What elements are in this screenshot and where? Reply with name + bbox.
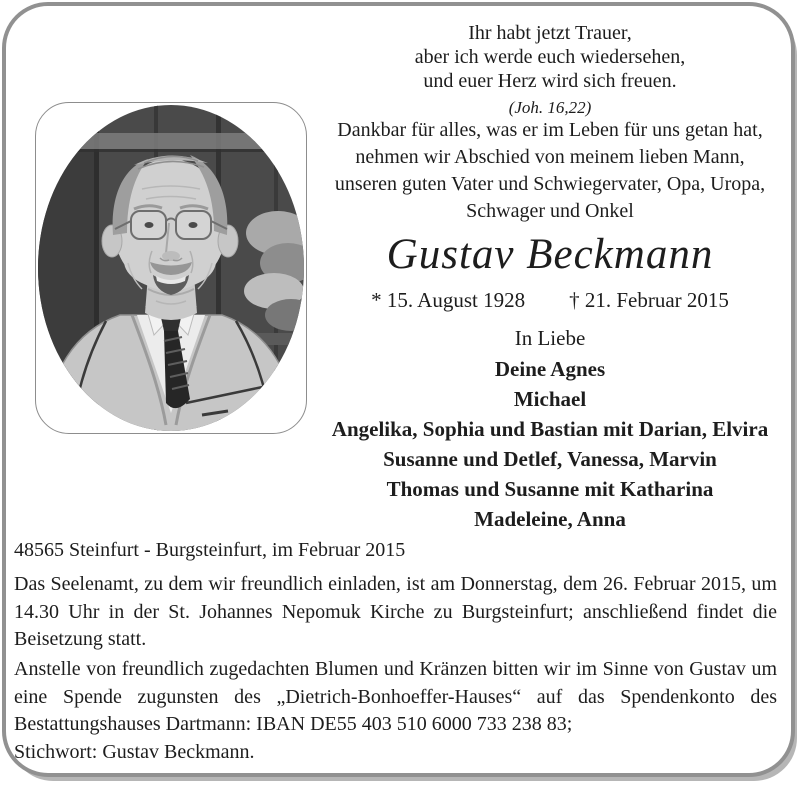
scripture-quote	[302, 21, 798, 120]
service-line: 14.30 Uhr in der St. Johannes Nepomuk Kirche zu Burgsteinfurt; anschließend findet die	[14, 600, 777, 623]
farewell-line: nehmen wir Abschied von meinem lieben Mann,	[355, 146, 745, 168]
farewell-line: Schwager und Onkel	[466, 200, 634, 222]
deceased-name: Gustav Beckmann	[386, 231, 714, 278]
farewell-text	[295, 117, 800, 225]
mourner-line: Susanne und Detlef, Vanessa, Marvin	[383, 447, 717, 471]
mourner-line: Thomas und Susanne mit Katharina	[386, 477, 714, 501]
death-date: † 21. Februar 2015	[569, 288, 729, 312]
portrait-illustration	[36, 103, 306, 433]
service-line: Beisetzung statt.	[14, 628, 147, 650]
mourners-intro: In Liebe	[514, 326, 586, 350]
birth-date: * 15. August 1928	[371, 288, 526, 312]
mourner-line: Madeleine, Anna	[474, 507, 626, 531]
donation-line: eine Spende zugunsten des „Dietrich-Bonhoeffer-Hauses“ auf das Spendenkonto des	[14, 685, 777, 708]
farewell-line: unseren guten Vater und Schwiegervater, Opa, Uropa,	[334, 173, 766, 195]
donation-line: Anstelle von freundlich zugedachten Blumen und Kränzen bitten wir im Sinne von Gustav um	[14, 658, 777, 680]
donation-line: Stichwort: Gustav Beckmann.	[14, 740, 255, 763]
quote-line: Ihr habt jetzt Trauer,	[468, 22, 632, 44]
quote-line: und euer Herz wird sich freuen.	[423, 70, 677, 92]
farewell-line: Dankbar für alles, was er im Leben für uns getan hat,	[337, 119, 763, 141]
donation-line: Bestattungshauses Dartmann: IBAN DE55 403 510 6000 733 238 83;	[14, 713, 573, 735]
mourner-line: Michael	[513, 387, 587, 411]
mourner-line: Deine Agnes	[494, 357, 606, 381]
portrait-photo	[35, 102, 307, 434]
place-and-date: 48565 Steinfurt - Burgsteinfurt, im Februar 2015	[14, 539, 406, 561]
donation-paragraph	[14, 656, 777, 766]
quote-line: aber ich werde euch wiedersehen,	[414, 46, 686, 68]
mourner-line: Angelika, Sophia und Bastian mit Darian, Elvira	[331, 417, 769, 441]
mourners-list	[285, 354, 800, 534]
service-paragraph	[14, 571, 777, 654]
quote-source: (Joh. 16,22)	[508, 98, 592, 117]
service-line: Das Seelenamt, zu dem wir freundlich einladen, ist am Donnerstag, dem 26. Februar 2015, um	[14, 573, 777, 595]
life-dates	[295, 288, 800, 312]
